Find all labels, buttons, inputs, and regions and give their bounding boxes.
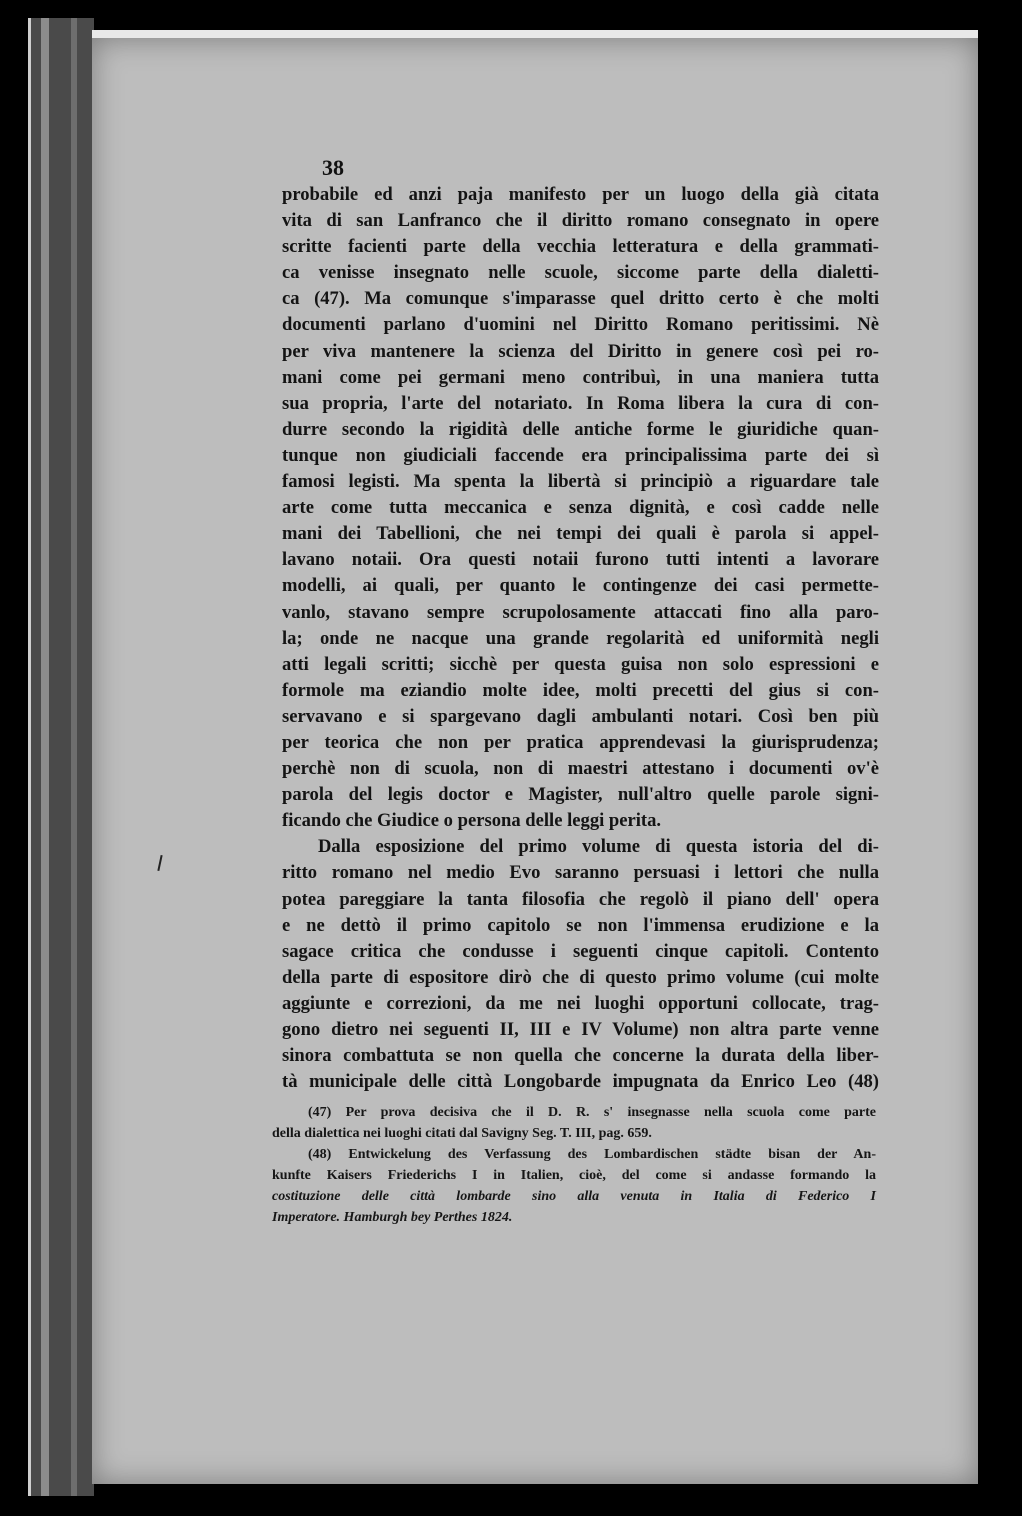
body-line: formole ma eziandio molte idee, molti precetti del gius si con- (282, 679, 879, 701)
body-text (282, 182, 879, 1095)
body-line: modelli, ai quali, per quanto le contingenze dei casi permette- (282, 575, 879, 597)
body-line: vanlo, stavano sempre scrupolosamente attaccati fino alla paro- (282, 601, 879, 623)
footnote-line: Imperatore. Hamburgh bey Perthes 1824. (272, 1210, 513, 1225)
body-line: Dalla esposizione del primo volume di questa istoria del di- (318, 836, 879, 858)
body-line: perchè non di scuola, non di maestri attestano i documenti ov'è (282, 758, 879, 780)
body-line: servavano e si spargevano dagli ambulanti notari. Così ben più (282, 705, 879, 727)
body-line: durre secondo la rigidità delle antiche forme le giuridiche quan- (282, 418, 879, 440)
body-line: gono dietro nei seguenti II, III e IV Volume) non altra parte venne (282, 1019, 879, 1040)
body-line: ficando che Giudice o persona delle leggi perita. (282, 810, 662, 832)
body-line: della parte di espositore dirò che di questo primo volume (cui molte (282, 966, 879, 988)
spine-strip (71, 18, 77, 1496)
footnotes (272, 1102, 876, 1228)
body-line: ca venisse insegnato nelle scuole, siccome parte della dialetti- (282, 262, 879, 284)
footnote-line: kunfte Kaisers Friederichs I in Italien, cioè, del come si andasse formando la (272, 1168, 876, 1183)
body-line: tunque non giudiciali faccende era principalissima parte dei sì (282, 444, 879, 466)
body-line: sinora combattuta se non quella che concerne la durata della liber- (282, 1045, 879, 1067)
body-line: parola del legis doctor e Magister, null'altro quelle parole signi- (282, 784, 879, 806)
footnote-line: (47) Per prova decisiva che il D. R. s' insegnasse nella scuola come parte (308, 1105, 876, 1120)
body-line: atti legali scritti; sicchè per questa guisa non solo espressioni e (282, 653, 879, 675)
footnote-line: della dialettica nei luoghi citati dal Savigny Seg. T. III, pag. 659. (272, 1126, 652, 1141)
body-line: ca (47). Ma comunque s'imparasse quel dritto certo è che molti (282, 288, 879, 310)
body-line: documenti parlano d'uomini nel Diritto Romano peritissimi. Nè (282, 314, 879, 336)
body-line: sagace critica che condusse i seguenti cinque capitoli. Contento (282, 940, 879, 962)
body-line: potea pareggiare la tanta filosofia che regolò il piano dell' opera (282, 888, 879, 910)
body-line: lavano notaii. Ora questi notaii furono tutti intenti a lavorare (282, 549, 879, 571)
footnote-line: (48) Entwickelung des Verfassung des Lombardischen städte bisan der An- (308, 1147, 876, 1162)
body-line: per viva mantenere la scienza del Diritto in genere così pei ro- (282, 340, 879, 362)
book-spine-edge (28, 18, 94, 1496)
body-line: scritte facienti parte della vecchia letteratura e della grammati- (282, 236, 879, 258)
body-line: tà municipale delle città Longobarde impugnata da Enrico Leo (48) (282, 1071, 879, 1093)
body-line: sua propria, l'arte del notariato. In Roma libera la cura di con- (282, 392, 879, 414)
body-line: la; onde ne nacque una grande regolarità ed uniformità negli (282, 627, 879, 649)
body-line: arte come tutta meccanica e senza dignità, e così cadde nelle (282, 497, 879, 519)
body-line: e ne dettò il primo capitolo se non l'immensa erudizione e la (282, 914, 879, 936)
body-line: probabile ed anzi paja manifesto per un luogo della già citata (282, 184, 879, 205)
page-number: 38 (322, 155, 344, 180)
body-line: per teorica che non per pratica apprendevasi la giurisprudenza; (282, 731, 879, 753)
spine-strip (41, 18, 49, 1496)
footnote-line: costituzione delle città lombarde sino alla venuta in Italia di Federico I (272, 1189, 876, 1204)
body-line: famosi legisti. Ma spenta la libertà si principiò a riguardare tale (282, 471, 879, 493)
body-line: mani dei Tabellioni, che nei tempi dei quali è parola si appel- (282, 523, 879, 545)
body-line: ritto romano nel medio Evo saranno persuasi i lettori che nulla (282, 862, 879, 884)
body-line: aggiunte e correzioni, da me nei luoghi opportuni collocate, trag- (282, 992, 879, 1014)
body-line: mani come pei germani meno contribuì, in una maniera tutta (282, 366, 879, 388)
body-line: vita di san Lanfranco che il diritto romano consegnato in opere (282, 210, 879, 232)
